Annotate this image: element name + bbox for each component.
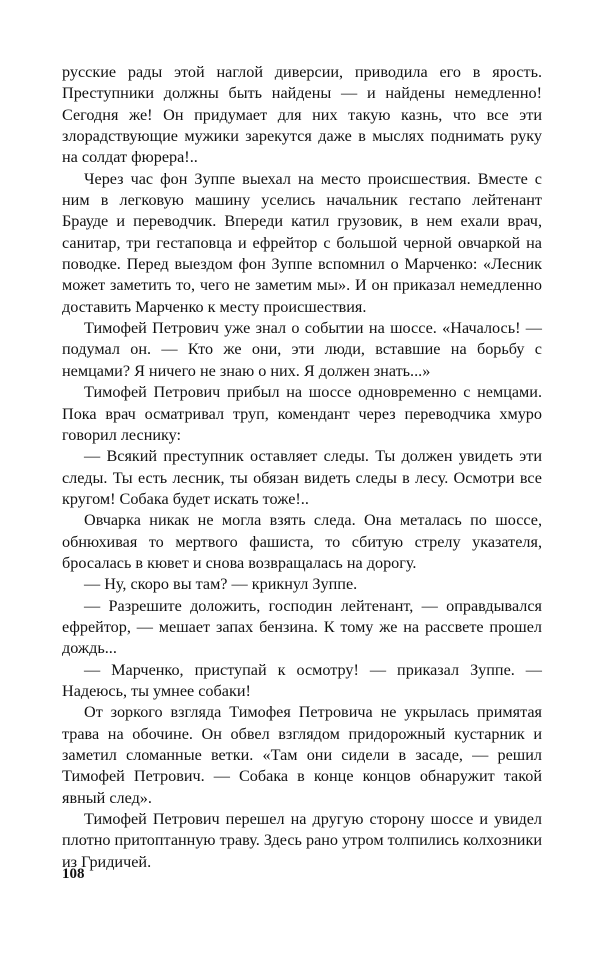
paragraph: От зоркого взгляда Тимофея Петровича не укрылась примятая трава на обочине. Он обвел взглядом придорожный кустарник и заметил сломанные ветки. «Там они сидели в засаде, — решил Тимофей Петрович. — Собака в конце концов обнаружит такой явный след».: [62, 703, 542, 807]
paragraph: Овчарка никак не могла взять следа. Она металась по шоссе, обнюхивая то мертвого фашиста, то сбитую стрелу указателя, бросалась в кювет и снова возвращалась на дорогу.: [62, 511, 542, 572]
dialogue-line: — Всякий преступник оставляет следы. Ты должен увидеть эти следы. Ты есть лесник, ты обязан видеть следы в лесу. Осмотри все кругом! Собака будет искать тоже!..: [62, 447, 542, 508]
dialogue-line: — Ну, скоро вы там? — крикнул Зуппе.: [84, 575, 358, 594]
paragraph-continuation: русские рады этой наглой диверсии, приводила его в ярость. Преступники должны быть найдены — и найдены немедленно! Сегодня же! Он придумает для них такую казнь, что все эти злорадствующие мужики зарекутся даже в мыслях поднимать руку на солдат фюрера!..: [62, 63, 542, 167]
paragraph: Тимофей Петрович прибыл на шоссе одновременно с немцами. Пока врач осматривал труп, комендант через переводчика хмуро говорил леснику:: [62, 383, 542, 444]
paragraph: Тимофей Петрович уже знал о событии на шоссе. «Началось! — подумал он. — Кто же они, эти люди, вставшие на борьбу с немцами? Я ничего не знаю о них. Я должен знать...»: [62, 319, 542, 380]
page-number: 108: [62, 866, 85, 882]
dialogue-line: — Марченко, приступай к осмотру! — приказал Зуппе. — Надеюсь, ты умнее собаки!: [62, 660, 542, 700]
paragraph: Через час фон Зуппе выехал на место происшествия. Вместе с ним в легковую машину уселись начальник гестапо лейтенант Брауде и переводчик. Впереди катил грузовик, в нем ехали врач, санитар, три гестаповца и ефрейтор с большой черной овчаркой на поводке. Перед выездом фон Зуппе вспомнил о Марченко: «Лесник может заметить то, чего не заметим мы». И он приказал немедленно доставить Марченко к месту происшествия.: [62, 169, 542, 316]
page-text: [62, 62, 542, 873]
paragraph: Тимофей Петрович перешел на другую сторону шоссе и увидел плотно притоптанную траву. Здесь рано утром толпились колхозники из Гридичей.: [62, 810, 542, 871]
dialogue-line: — Разрешите доложить, господин лейтенант, — оправдывался ефрейтор, — мешает запах бензина. К тому же на рассвете прошел дождь...: [62, 596, 542, 658]
